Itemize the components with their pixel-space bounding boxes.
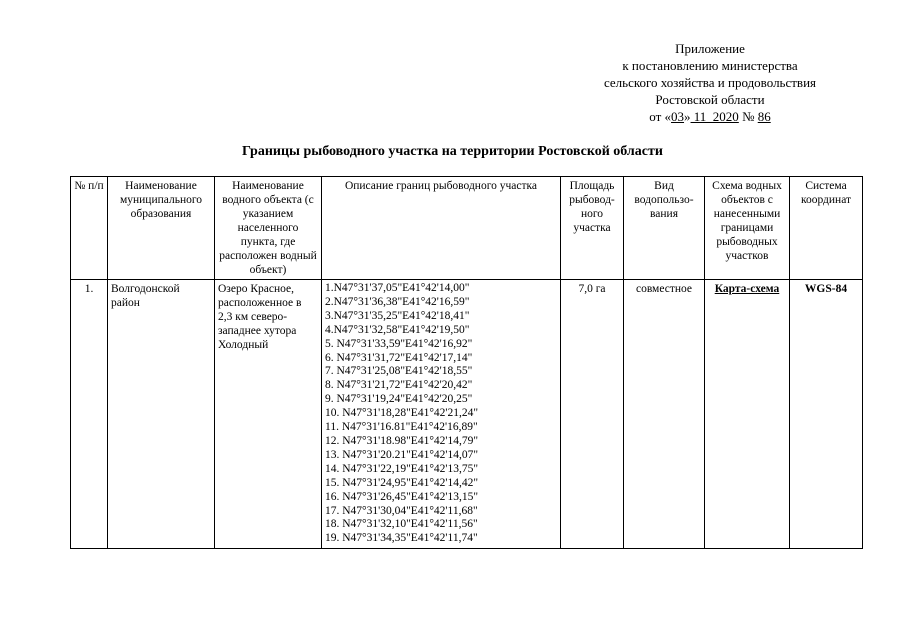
coordinate-item: 8. N47°31'21,72"E41°42'20,42" (325, 379, 473, 392)
coordinate-item: 17. N47°31'30,04"E41°42'11,68" (325, 504, 478, 517)
header-coord-system: Система координат (790, 177, 863, 280)
table-header-row (71, 177, 863, 280)
coordinate-item: 13. N47°31'20.21"E41°42'14,07" (325, 448, 479, 461)
row-water-body: Озеро Красное, расположенное в 2,3 км северо-западнее хутора Холодный (215, 280, 322, 549)
document-title: Границы рыбоводного участка на территории Ростовской области (242, 144, 663, 159)
document-number: 86 (757, 109, 771, 124)
coordinate-item: 19. N47°31'34,35"E41°42'11,74" (325, 532, 478, 545)
header-usage: Вид водопользо-вания (624, 177, 705, 280)
number-prefix: № (738, 109, 758, 124)
header-area: Площадь рыбовод-ного участка (561, 177, 624, 280)
appendix-line: к постановлению министерства (622, 58, 798, 73)
coordinate-item: 1.N47°31'37,05"E41°42'14,00" (325, 282, 470, 294)
appendix-line: сельского хозяйства и продовольствия (603, 75, 817, 90)
header-number: № п/п (71, 177, 108, 280)
coordinate-item: 3.N47°31'35,25"E41°42'18,41" (325, 309, 470, 322)
date-month-year: 11 2020 (690, 109, 739, 124)
coordinate-item: 18. N47°31'32,10"E41°42'11,56" (325, 518, 478, 531)
table-row (71, 280, 863, 549)
coordinate-item: 11. N47°31'16.81"E41°42'16,89" (325, 421, 478, 434)
date-mid: » (684, 109, 691, 124)
coordinate-item: 2.N47°31'36,38"E41°42'16,59" (325, 295, 470, 308)
appendix-block (560, 40, 860, 125)
coordinate-item: 10. N47°31'18,28"E41°42'21,24" (325, 407, 479, 420)
scheme-map-link[interactable]: Карта-схема (714, 283, 780, 295)
header-municipality: Наименование муниципального образования (108, 177, 215, 280)
coordinate-item: 9. N47°31'19,24"E41°42'20,25" (325, 393, 473, 406)
coordinate-item: 15. N47°31'24,95"E41°42'14,42" (325, 476, 479, 489)
date-prefix: от « (649, 109, 672, 124)
coordinate-item: 12. N47°31'18.98"E41°42'14,79" (325, 434, 479, 447)
appendix-date-line (560, 108, 860, 125)
appendix-title: Приложение (675, 41, 745, 56)
row-coord-system: WGS-84 (790, 280, 863, 549)
row-coordinates (322, 280, 561, 549)
coordinate-item: 4.N47°31'32,58"E41°42'19,50" (325, 323, 470, 336)
row-usage: совместное (624, 280, 705, 549)
header-scheme: Схема водных объектов с нанесенными границами рыбоводных участков (705, 177, 790, 280)
row-area: 7,0 га (561, 280, 624, 549)
coordinate-item: 6. N47°31'31,72"E41°42'17,14" (325, 351, 473, 364)
date-day: 03 (671, 109, 685, 124)
coordinate-item: 7. N47°31'25,08"E41°42'18,55" (325, 365, 473, 378)
coordinate-item: 14. N47°31'22,19"E41°42'13,75" (325, 462, 479, 475)
appendix-line: Ростовской области (655, 92, 765, 107)
boundaries-table (70, 176, 863, 549)
row-scheme-cell (705, 280, 790, 549)
row-number: 1. (71, 280, 108, 549)
header-water-body: Наименование водного объекта (с указанием населенного пункта, где расположен водный объект) (215, 177, 322, 280)
coordinate-item: 5. N47°31'33,59"E41°42'16,92" (325, 337, 473, 350)
coordinate-item: 16. N47°31'26,45"E41°42'13,15" (325, 490, 479, 503)
row-municipality: Волгодонской район (108, 280, 215, 549)
header-boundaries: Описание границ рыбоводного участка (322, 177, 561, 280)
